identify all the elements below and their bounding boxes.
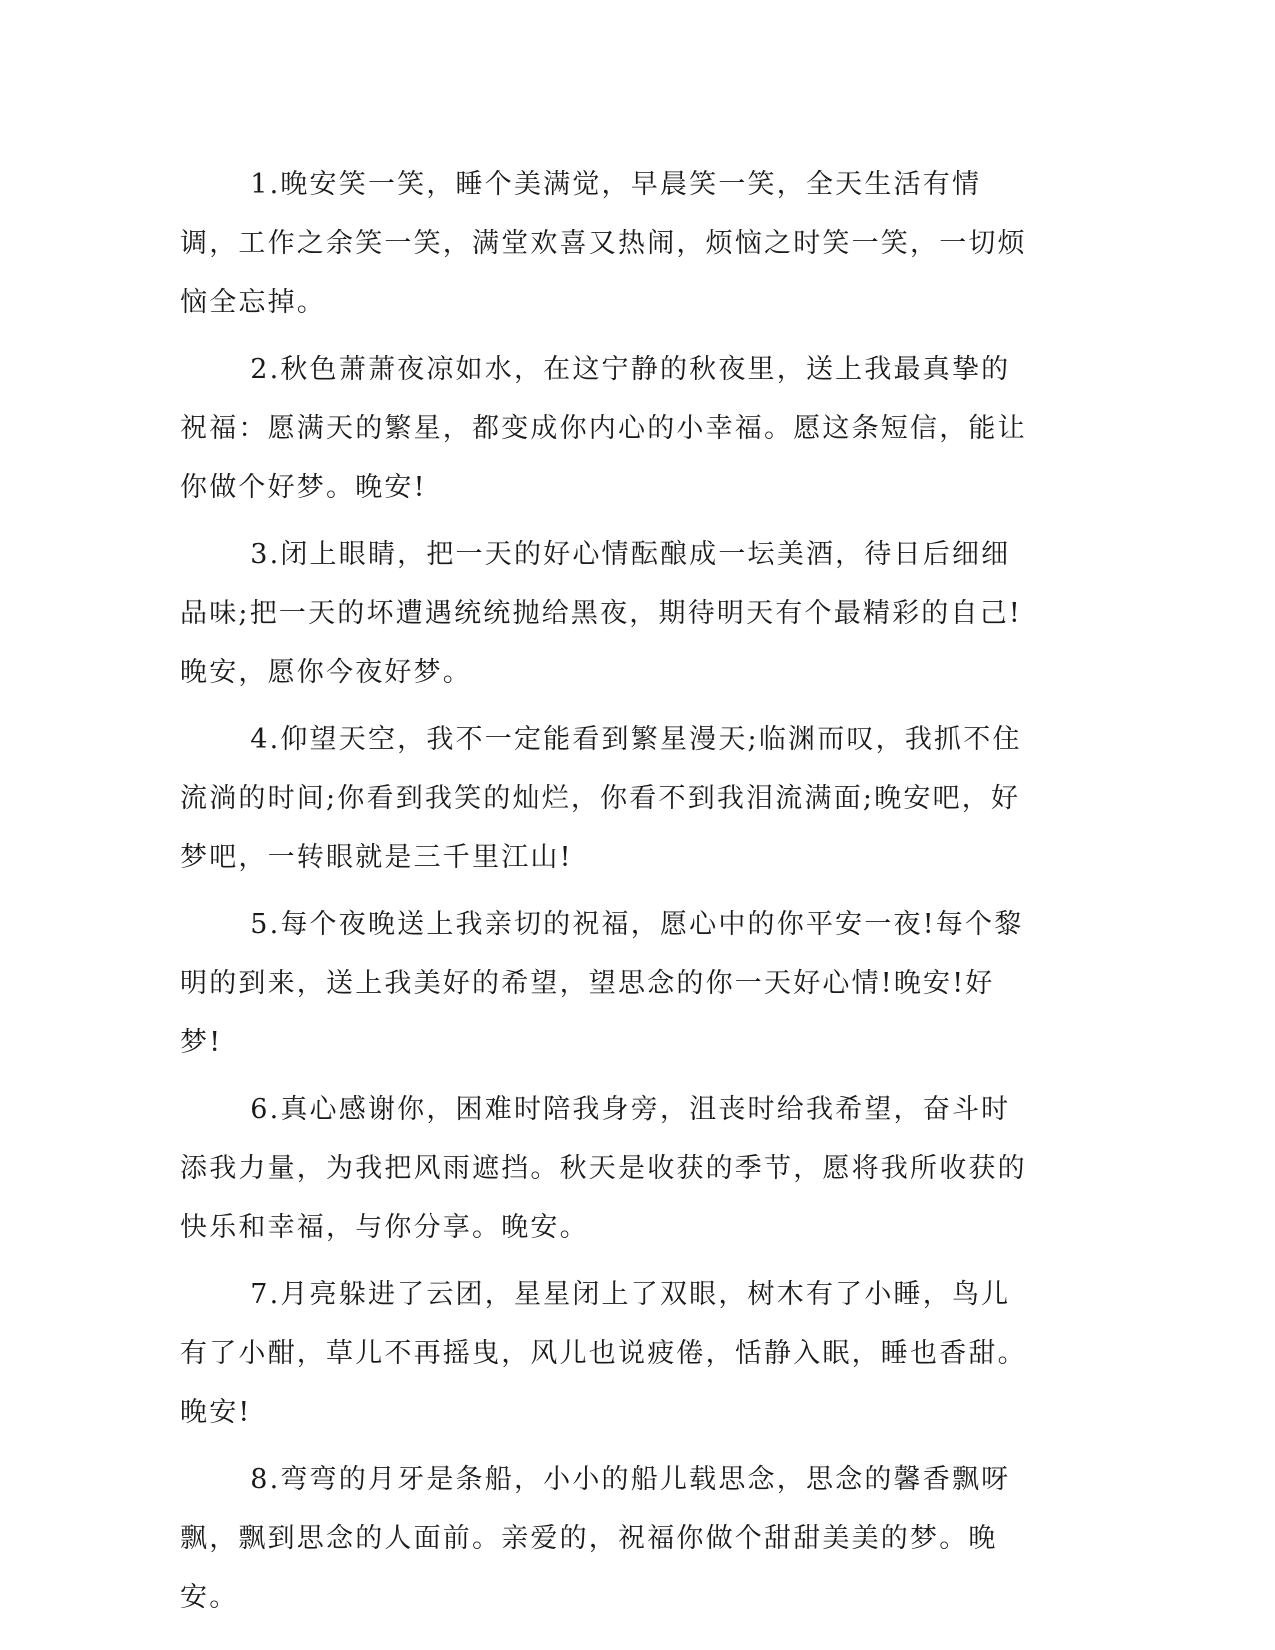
paragraph-8: 8.弯弯的月牙是条船，小小的船儿载思念，思念的馨香飘呀飘，飘到思念的人面前。亲爱的，祝福你做个甜甜美美的梦。晚安。: [180, 1464, 1011, 1613]
document-body: [180, 155, 1030, 1635]
paragraph-6: 6.真心感谢你，困难时陪我身旁，沮丧时给我希望，奋斗时添我力量，为我把风雨遮挡。秋天是收获的季节，愿将我所收获的快乐和幸福，与你分享。晚安。: [180, 1094, 1027, 1243]
paragraph-4: 4.仰望天空，我不一定能看到繁星漫天;临渊而叹，我抓不住流淌的时间;你看到我笑的灿烂，你看不到我泪流满面;晚安吧，好梦吧，一转眼就是三千里江山!: [180, 724, 1022, 873]
paragraph-1: 1.晚安笑一笑，睡个美满觉，早晨笑一笑，全天生活有情调，工作之余笑一笑，满堂欢喜又热闹，烦恼之时笑一笑，一切烦恼全忘掉。: [180, 169, 1027, 318]
paragraph-3: 3.闭上眼睛，把一天的好心情酝酿成一坛美酒，待日后细细品味;把一天的坏遭遇统统抛给黑夜，期待明天有个最精彩的自己!晚安，愿你今夜好梦。: [180, 539, 1022, 688]
paragraph-2: 2.秋色萧萧夜凉如水，在这宁静的秋夜里，送上我最真挚的祝福：愿满天的繁星，都变成你内心的小幸福。愿这条短信，能让你做个好梦。晚安!: [180, 354, 1027, 503]
paragraph-7: 7.月亮躲进了云团，星星闭上了双眼，树木有了小睡，鸟儿有了小酣，草儿不再摇曳，风儿也说疲倦，恬静入眠，睡也香甜。晚安!: [180, 1279, 1027, 1428]
paragraph-5: 5.每个夜晚送上我亲切的祝福，愿心中的你平安一夜!每个黎明的到来，送上我美好的希望，望思念的你一天好心情!晚安!好梦!: [180, 909, 1024, 1058]
